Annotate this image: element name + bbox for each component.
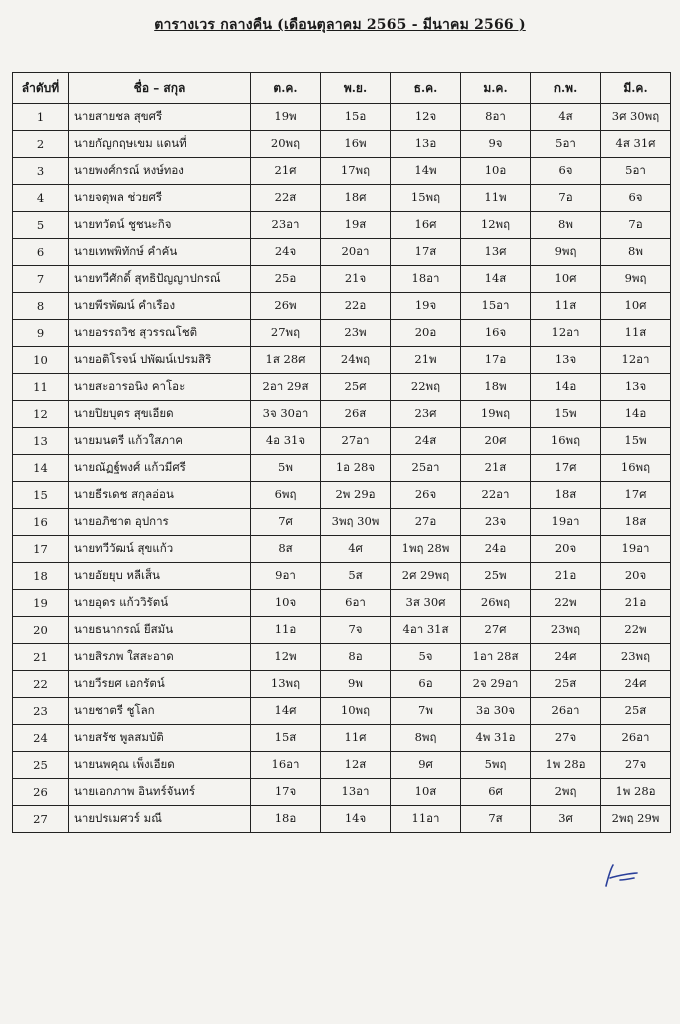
cell-mar: 2พฤ 29พ [601,806,671,833]
cell-dec: 26จ [391,482,461,509]
cell-feb: 14อ [531,374,601,401]
row-name: นายธีรเดช สกุลอ่อน [69,482,251,509]
cell-jan: 25พ [461,563,531,590]
cell-oct: 14ศ [251,698,321,725]
row-order: 15 [13,482,69,509]
row-name: นายชาตรี ชูโลก [69,698,251,725]
cell-feb: 21อ [531,563,601,590]
table-row [13,158,671,185]
cell-mar: 17ศ [601,482,671,509]
row-name: นายอัยยุบ หลีเส็น [69,563,251,590]
cell-mar: 3ศ 30พฤ [601,104,671,131]
cell-oct: 25อ [251,266,321,293]
cell-nov: 16พ [321,131,391,158]
cell-dec: 1พฤ 28พ [391,536,461,563]
cell-dec: 23ศ [391,401,461,428]
cell-jan: 14ส [461,266,531,293]
row-name: นายอภิชาต อุปการ [69,509,251,536]
row-name: นายมนตรี แก้วใสภาค [69,428,251,455]
cell-mar: 6จ [601,185,671,212]
cell-nov: 25ศ [321,374,391,401]
cell-jan: 23จ [461,509,531,536]
cell-oct: 17จ [251,779,321,806]
cell-jan: 24อ [461,536,531,563]
row-order: 3 [13,158,69,185]
cell-dec: 21พ [391,347,461,374]
cell-oct: 21ศ [251,158,321,185]
table-row [13,536,671,563]
header-nov: พ.ย. [321,73,391,104]
cell-oct: 20พฤ [251,131,321,158]
table-row [13,401,671,428]
cell-mar: 26อา [601,725,671,752]
cell-dec: 16ศ [391,212,461,239]
table-row [13,455,671,482]
cell-jan: 5พฤ [461,752,531,779]
row-name: นายสายชล สุขศรี [69,104,251,131]
cell-nov: 24พฤ [321,347,391,374]
table-row [13,725,671,752]
cell-oct: 4อ 31จ [251,428,321,455]
cell-oct: 11อ [251,617,321,644]
row-name: นายณัฏฐ์พงศ์ แก้วมีศรี [69,455,251,482]
cell-dec: 13อ [391,131,461,158]
row-order: 7 [13,266,69,293]
cell-nov: 10พฤ [321,698,391,725]
row-order: 11 [13,374,69,401]
table-row [13,779,671,806]
cell-nov: 27อา [321,428,391,455]
cell-nov: 11ศ [321,725,391,752]
row-name: นายอติโรจน์ ปพัฒน์เปรมสิริ [69,347,251,374]
cell-mar: 25ส [601,698,671,725]
cell-oct: 12พ [251,644,321,671]
header-jan: ม.ค. [461,73,531,104]
cell-dec: 14พ [391,158,461,185]
cell-nov: 5ส [321,563,391,590]
cell-dec: 2ศ 29พฤ [391,563,461,590]
cell-feb: 2พฤ [531,779,601,806]
row-name: นายกัญกฤษเขม แดนที่ [69,131,251,158]
cell-dec: 7พ [391,698,461,725]
table-row [13,347,671,374]
header-name: ชื่อ – สกุล [69,73,251,104]
cell-feb: 26อา [531,698,601,725]
cell-feb: 18ส [531,482,601,509]
table-row [13,482,671,509]
cell-nov: 7จ [321,617,391,644]
cell-feb: 27จ [531,725,601,752]
cell-nov: 21จ [321,266,391,293]
row-order: 26 [13,779,69,806]
cell-mar: 4ส 31ศ [601,131,671,158]
cell-dec: 8พฤ [391,725,461,752]
table-header-row [13,73,671,104]
cell-oct: 23อา [251,212,321,239]
cell-mar: 16พฤ [601,455,671,482]
cell-mar: 19อา [601,536,671,563]
row-order: 14 [13,455,69,482]
row-order: 20 [13,617,69,644]
cell-dec: 11อา [391,806,461,833]
cell-jan: 9จ [461,131,531,158]
cell-mar: 18ส [601,509,671,536]
table-row [13,374,671,401]
cell-mar: 13จ [601,374,671,401]
row-name: นายปิยบุตร สุขเอียด [69,401,251,428]
row-name: นายอรรถวิช สุวรรณโชติ [69,320,251,347]
cell-nov: 23พ [321,320,391,347]
cell-mar: 27จ [601,752,671,779]
row-order: 12 [13,401,69,428]
cell-feb: 20จ [531,536,601,563]
row-order: 9 [13,320,69,347]
cell-feb: 7อ [531,185,601,212]
cell-nov: 8อ [321,644,391,671]
row-order: 16 [13,509,69,536]
signature-mark [600,860,640,890]
cell-feb: 23พฤ [531,617,601,644]
cell-dec: 9ศ [391,752,461,779]
table-row [13,239,671,266]
cell-nov: 3พฤ 30พ [321,509,391,536]
header-feb: ก.พ. [531,73,601,104]
table-row [13,671,671,698]
cell-feb: 8พ [531,212,601,239]
cell-oct: 1ส 28ศ [251,347,321,374]
cell-mar: 9พฤ [601,266,671,293]
cell-feb: 5อา [531,131,601,158]
cell-nov: 15อ [321,104,391,131]
cell-nov: 1อ 28จ [321,455,391,482]
cell-oct: 24จ [251,239,321,266]
cell-feb: 13จ [531,347,601,374]
document-title: ตารางเวร กลางคืน (เดือนตุลาคม 2565 - มีนาคม 2566 ) [154,17,526,33]
row-order: 19 [13,590,69,617]
cell-jan: 13ศ [461,239,531,266]
cell-feb: 6จ [531,158,601,185]
cell-feb: 22พ [531,590,601,617]
row-name: นายจตุพล ช่วยศรี [69,185,251,212]
row-name: นายปรเมศวร์ มณี [69,806,251,833]
row-name: นายสรัช พูลสมบัติ [69,725,251,752]
cell-feb: 19อา [531,509,601,536]
cell-jan: 6ศ [461,779,531,806]
row-name: นายเทพพิทักษ์ คำคัน [69,239,251,266]
cell-oct: 15ส [251,725,321,752]
header-order: ลำดับที่ [13,73,69,104]
cell-oct: 22ส [251,185,321,212]
cell-mar: 11ส [601,320,671,347]
cell-feb: 12อา [531,320,601,347]
night-duty-table [12,72,671,833]
row-name: นายเอกภาพ อินทร์จันทร์ [69,779,251,806]
row-name: นายนพคุณ เพ็งเอียด [69,752,251,779]
row-order: 21 [13,644,69,671]
cell-dec: 3ส 30ศ [391,590,461,617]
row-order: 8 [13,293,69,320]
cell-feb: 11ส [531,293,601,320]
cell-dec: 24ส [391,428,461,455]
cell-mar: 15พ [601,428,671,455]
cell-jan: 11พ [461,185,531,212]
cell-nov: 2พ 29อ [321,482,391,509]
cell-jan: 10อ [461,158,531,185]
cell-jan: 27ศ [461,617,531,644]
row-order: 1 [13,104,69,131]
row-order: 13 [13,428,69,455]
row-order: 17 [13,536,69,563]
cell-mar: 20จ [601,563,671,590]
cell-oct: 27พฤ [251,320,321,347]
cell-mar: 14อ [601,401,671,428]
cell-dec: 17ส [391,239,461,266]
cell-jan: 16จ [461,320,531,347]
table-row [13,104,671,131]
cell-feb: 3ศ [531,806,601,833]
cell-nov: 13อา [321,779,391,806]
table-row [13,320,671,347]
row-name: นายพีรพัฒน์ คำเรือง [69,293,251,320]
cell-jan: 3อ 30จ [461,698,531,725]
row-name: นายสะอารอนิง คาโอะ [69,374,251,401]
cell-nov: 19ส [321,212,391,239]
cell-dec: 18อา [391,266,461,293]
row-order: 25 [13,752,69,779]
header-dec: ธ.ค. [391,73,461,104]
cell-jan: 19พฤ [461,401,531,428]
table-row [13,806,671,833]
cell-jan: 2จ 29อา [461,671,531,698]
cell-jan: 15อา [461,293,531,320]
row-name: นายทวีวัฒน์ สุขแก้ว [69,536,251,563]
cell-jan: 20ศ [461,428,531,455]
cell-nov: 4ศ [321,536,391,563]
cell-nov: 12ส [321,752,391,779]
header-oct: ต.ค. [251,73,321,104]
table-row [13,698,671,725]
cell-mar: 7อ [601,212,671,239]
row-order: 6 [13,239,69,266]
cell-jan: 12พฤ [461,212,531,239]
cell-mar: 5อา [601,158,671,185]
cell-feb: 4ส [531,104,601,131]
header-mar: มี.ค. [601,73,671,104]
cell-dec: 4อา 31ส [391,617,461,644]
table-row [13,293,671,320]
cell-nov: 6อา [321,590,391,617]
row-name: นายสิรภพ ใสสะอาด [69,644,251,671]
table-row [13,131,671,158]
cell-nov: 14จ [321,806,391,833]
cell-oct: 13พฤ [251,671,321,698]
table-row [13,590,671,617]
row-order: 18 [13,563,69,590]
table-row [13,752,671,779]
cell-dec: 6อ [391,671,461,698]
row-order: 24 [13,725,69,752]
cell-jan: 1อา 28ส [461,644,531,671]
cell-mar: 23พฤ [601,644,671,671]
row-order: 10 [13,347,69,374]
cell-nov: 9พ [321,671,391,698]
row-name: นายทวัตน์ ชูชนะกิจ [69,212,251,239]
row-order: 4 [13,185,69,212]
cell-dec: 10ส [391,779,461,806]
row-order: 23 [13,698,69,725]
cell-dec: 22พฤ [391,374,461,401]
row-name: นายอุดร แก้ววิรัตน์ [69,590,251,617]
cell-feb: 16พฤ [531,428,601,455]
row-order: 5 [13,212,69,239]
cell-mar: 10ศ [601,293,671,320]
cell-jan: 8อา [461,104,531,131]
cell-dec: 5จ [391,644,461,671]
cell-dec: 12จ [391,104,461,131]
table-row [13,617,671,644]
row-name: นายวีรยศ เอกรัตน์ [69,671,251,698]
cell-jan: 18พ [461,374,531,401]
cell-mar: 21อ [601,590,671,617]
row-order: 2 [13,131,69,158]
cell-jan: 22อา [461,482,531,509]
cell-oct: 8ส [251,536,321,563]
cell-dec: 20อ [391,320,461,347]
cell-feb: 25ส [531,671,601,698]
cell-oct: 7ศ [251,509,321,536]
cell-oct: 19พ [251,104,321,131]
cell-mar: 24ศ [601,671,671,698]
row-order: 22 [13,671,69,698]
cell-jan: 17อ [461,347,531,374]
table-row [13,644,671,671]
cell-mar: 12อา [601,347,671,374]
cell-oct: 2อา 29ส [251,374,321,401]
table-row [13,266,671,293]
cell-feb: 1พ 28อ [531,752,601,779]
cell-nov: 20อา [321,239,391,266]
cell-oct: 16อา [251,752,321,779]
cell-dec: 25อา [391,455,461,482]
cell-jan: 4พ 31อ [461,725,531,752]
cell-dec: 27อ [391,509,461,536]
cell-jan: 26พฤ [461,590,531,617]
row-name: นายธนากรณ์ ยีสมัน [69,617,251,644]
cell-oct: 10จ [251,590,321,617]
cell-nov: 26ส [321,401,391,428]
cell-jan: 21ส [461,455,531,482]
cell-mar: 1พ 28อ [601,779,671,806]
cell-mar: 22พ [601,617,671,644]
table-row [13,563,671,590]
table-row [13,212,671,239]
cell-feb: 9พฤ [531,239,601,266]
cell-oct: 26พ [251,293,321,320]
table-row [13,428,671,455]
cell-feb: 24ศ [531,644,601,671]
cell-oct: 6พฤ [251,482,321,509]
cell-dec: 15พฤ [391,185,461,212]
cell-nov: 18ศ [321,185,391,212]
cell-jan: 7ส [461,806,531,833]
row-name: นายพงศ์กรณ์ หงษ์ทอง [69,158,251,185]
cell-oct: 5พ [251,455,321,482]
row-order: 27 [13,806,69,833]
cell-oct: 18อ [251,806,321,833]
cell-mar: 8พ [601,239,671,266]
cell-feb: 15พ [531,401,601,428]
table-row [13,509,671,536]
cell-oct: 9อา [251,563,321,590]
cell-oct: 3จ 30อา [251,401,321,428]
row-name: นายทวีศักดิ์ สุทธิปัญญาปกรณ์ [69,266,251,293]
cell-nov: 17พฤ [321,158,391,185]
cell-dec: 19จ [391,293,461,320]
cell-nov: 22อ [321,293,391,320]
cell-feb: 10ศ [531,266,601,293]
cell-feb: 17ศ [531,455,601,482]
table-row [13,185,671,212]
